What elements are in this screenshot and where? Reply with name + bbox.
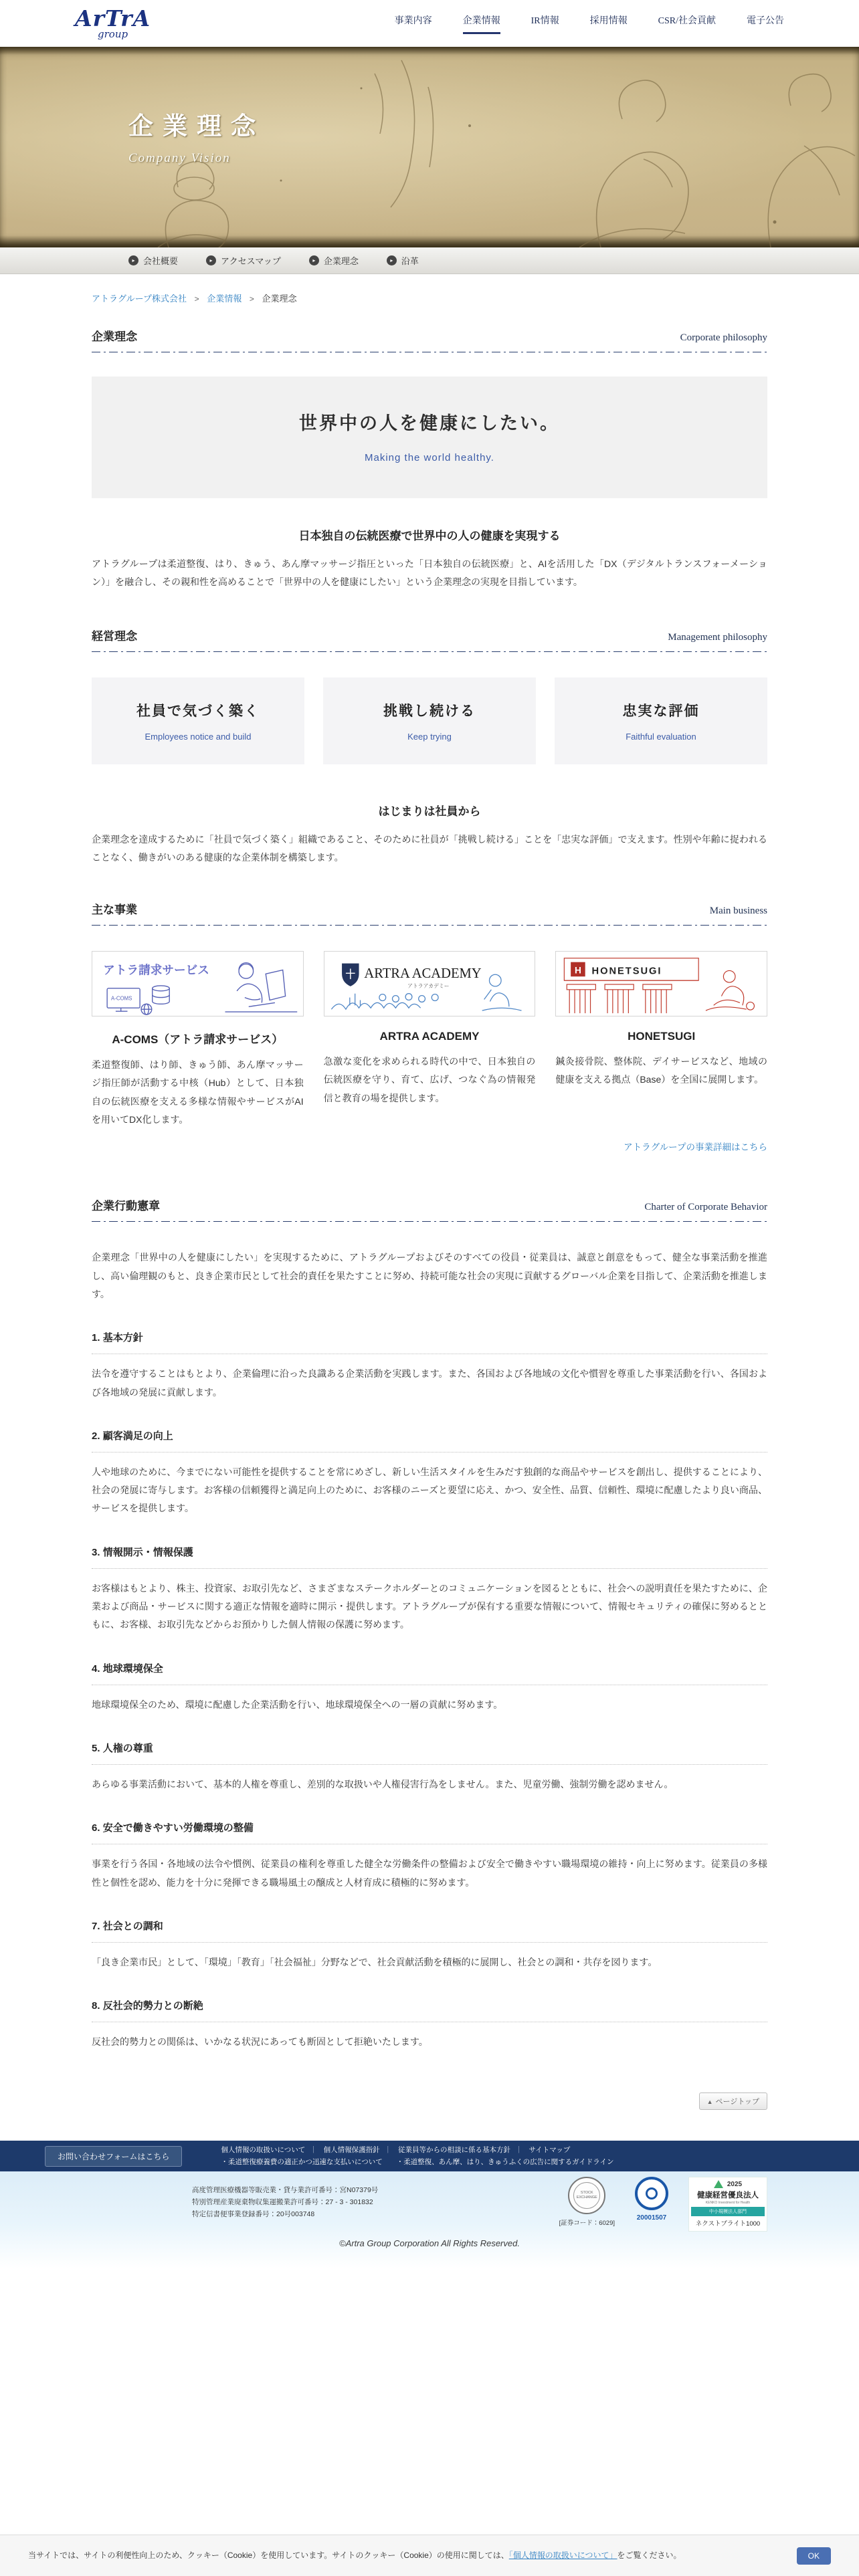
section-main-business <box>92 900 767 1154</box>
section-management-philosophy <box>92 627 767 867</box>
charter-item-title: 社会との調和 <box>102 1920 163 1932</box>
charter-item-title: 反社会的勢力との断絶 <box>102 2000 203 2012</box>
management-boxes <box>92 677 767 764</box>
footer-links-line2 <box>221 2156 613 2169</box>
nav-item-business[interactable]: 事業内容 <box>394 15 432 26</box>
acoms-illustration <box>92 951 304 1016</box>
license-line: 特別管理産業廃棄物収集運搬業許可番号：27 - 3 - 301832 <box>192 2198 373 2207</box>
heading-jp: 経営理念 <box>92 629 137 643</box>
heading-en: Charter of Corporate Behavior <box>644 1202 767 1213</box>
section-charter <box>92 1196 767 2051</box>
charter-item-3 <box>92 1545 767 1634</box>
nav-item-ir[interactable]: IR情報 <box>531 15 559 26</box>
footer-link-employee-consultation[interactable]: 従業員等からの相談に係る基本方針 <box>398 2145 511 2154</box>
charter-intro: 企業理念「世界中の人を健康にしたい」を実現するために、アトラグループおよびそのすべての役員・従業員は、誠意と創意をもって、健全な事業活動を推進し、高い倫理観のもと、良き企業市民として社会的責任を果たすことに努め、持続可能な社会の実現に貢献するグローバル企業を目指して、企業活動を推進します。 <box>92 1252 767 1299</box>
footer-link-sitemap[interactable]: サイトマップ <box>529 2145 571 2154</box>
svg-text:アトラアカデミー: アトラアカデミー <box>407 983 450 990</box>
site-header <box>0 0 859 47</box>
management-subheading: はじまりは社員から <box>378 804 481 818</box>
business-more-row <box>92 1140 767 1154</box>
charter-item-title: 基本方針 <box>102 1332 143 1344</box>
copyright: ©Artra Group Corporation All Rights Reserved. <box>339 2238 520 2249</box>
page-title: 企業理念 <box>128 112 265 140</box>
stock-exchange-seal-icon: STOCK EXCHANGE <box>568 2177 605 2214</box>
arrow-up-icon: ▲ <box>706 2099 713 2106</box>
philosophy-subheading: 日本独自の伝統医療で世界中の人の健康を実現する <box>298 530 561 542</box>
business-card-artra-academy <box>324 951 536 1129</box>
kenko-certification-badge[interactable] <box>688 2177 767 2232</box>
charter-item-5 <box>92 1741 767 1794</box>
cookie-consent-bar <box>0 2535 859 2576</box>
kenko-category: 中小規模法人部門 <box>691 2207 765 2216</box>
circle-arrow-icon: ▸ <box>309 255 319 265</box>
charter-item-no: 3. <box>92 1546 100 1558</box>
charter-item-body: 人や地球のために、今までにない可能性を提供することを常にめざし、新しい生活スタイルを生みだす独創的な商品やサービスを創出し、提供することにより、社会の発展に寄与します。お客様の信頼獲得と満足向上のために、お客様のニーズと要望に応え、かつ、安全性、品質、信頼性、環境に配慮したより良い商品、サービスを提供します。 <box>92 1466 767 1514</box>
charter-item-2 <box>92 1428 767 1518</box>
heading-jp: 企業行動憲章 <box>92 1200 160 1213</box>
philosophy-statement-box <box>92 377 767 498</box>
breadcrumb-current: 企業理念 <box>262 294 297 304</box>
footer-link-judo-payment[interactable]: ・柔道整復療養費の適正かつ迅速な支払いについて <box>221 2158 383 2167</box>
charter-item-no: 2. <box>92 1430 100 1442</box>
license-line: 特定信書便事業登録番号：20号003748 <box>192 2210 315 2219</box>
charter-item-7 <box>92 1919 767 1971</box>
management-heading <box>92 627 767 652</box>
box-title-jp: 忠実な評価 <box>622 703 700 719</box>
main-nav <box>395 13 784 34</box>
footer-link-privacy-policy[interactable]: 個人情報保護指針 <box>323 2145 380 2154</box>
business-card-title: HONETSUGI <box>628 1030 696 1043</box>
charter-item-no: 7. <box>92 1920 100 1932</box>
breadcrumb-company[interactable]: 企業情報 <box>207 294 242 304</box>
charter-item-6 <box>92 1820 767 1892</box>
business-card-title: A-COMS（アトラ請求サービス） <box>112 1033 284 1047</box>
philosophy-body: アトラグループは柔道整復、はり、きゅう、あん摩マッサージ指圧といった「日本独自の伝統医療」と、AIを活用した「DX（デジタルトランスフォーメーション）」を融合し、その親和性を高めることで「世界中の人を健康にしたい」という企業理念の実現を目指しています。 <box>92 558 767 588</box>
subnav-label: アクセスマップ <box>221 256 281 266</box>
heading-en: Main business <box>709 905 767 917</box>
kenko-subtitle: KENKO Investment for Health <box>705 2201 751 2206</box>
cookie-privacy-link[interactable]: 「個人情報の取扱いについて」 <box>508 2550 617 2560</box>
cookie-text <box>28 2549 682 2562</box>
footer-links-line1 <box>221 2144 613 2157</box>
charter-item-8 <box>92 1998 767 2051</box>
site-footer <box>0 2141 859 2268</box>
cookie-text-after: をご覧ください。 <box>617 2550 682 2560</box>
charter-heading <box>92 1196 767 1222</box>
footer-licenses <box>192 2177 378 2221</box>
charter-item-title: 情報開示・情報保護 <box>102 1546 193 1558</box>
philosophy-heading <box>92 327 767 352</box>
charter-item-no: 6. <box>92 1822 100 1834</box>
svg-text:A-COMS: A-COMS <box>111 995 132 1002</box>
page-top-label: ページトップ <box>715 2098 759 2107</box>
subnav-label: 企業理念 <box>323 256 359 266</box>
iso-number: 20001507 <box>636 2214 667 2222</box>
footer-link-privacy-handling[interactable]: 個人情報の取扱いについて <box>221 2145 306 2154</box>
svg-text:HONETSUGI: HONETSUGI <box>591 966 662 977</box>
iso-circle-icon <box>635 2177 668 2210</box>
cookie-ok-button[interactable]: OK <box>797 2547 831 2565</box>
footer-links <box>221 2144 613 2169</box>
heading-en: Management philosophy <box>668 631 767 643</box>
charter-item-body: あらゆる事業活動において、基本的人権を尊重し、差別的な取扱いや人権侵害行為をしません。また、児童労働、強制労働を認めません。 <box>92 1778 674 1790</box>
charter-item-title: 人権の尊重 <box>102 1742 153 1754</box>
footer-certification-logos <box>559 2177 767 2232</box>
circle-arrow-icon: ▸ <box>387 255 397 265</box>
honetsugi-illustration <box>555 951 767 1016</box>
footer-light-band <box>0 2171 859 2268</box>
box-title-en: Employees notice and build <box>145 731 252 742</box>
hero-banner <box>0 47 859 247</box>
business-cards <box>92 951 767 1129</box>
charter-item-no: 8. <box>92 2000 100 2012</box>
svg-text:ARTRA ACADEMY: ARTRA ACADEMY <box>364 966 482 982</box>
svg-text:アトラ請求サービス: アトラ請求サービス <box>103 963 209 977</box>
business-card-title: ARTRA ACADEMY <box>379 1030 480 1043</box>
charter-item-no: 1. <box>92 1332 100 1344</box>
company-subnav <box>0 247 859 274</box>
heading-en: Corporate philosophy <box>680 332 767 343</box>
tree-icon <box>714 2180 723 2188</box>
charter-item-no: 4. <box>92 1662 100 1675</box>
charter-item-body: お客様はもとより、株主、投資家、お取引先など、さまざまなステークホルダーとのコミュニケーションを図るとともに、社会への説明責任を果たすために、企業および商品・サービスに関する適正な情報を適時に開示・提供します。アトラグループが保有する重要な情報について、情報セキュリティの確保に努めるとともに、お客様、お取引先などからお預かりした個人情報の保護に努めます。 <box>92 1582 767 1630</box>
section-corporate-philosophy <box>92 327 767 592</box>
pagetop-row <box>92 2092 767 2110</box>
svg-text:H: H <box>575 965 582 976</box>
page-top-button[interactable] <box>699 2092 767 2110</box>
iso-certification-logo[interactable] <box>635 2177 668 2222</box>
breadcrumb <box>92 274 767 304</box>
box-title-jp: 挑戦し続ける <box>383 703 476 719</box>
subnav-label: 会社概要 <box>143 256 179 266</box>
footer-separator: ｜ <box>515 2145 522 2154</box>
business-heading <box>92 900 767 926</box>
management-box-faithful-evaluation <box>555 677 767 764</box>
footer-separator: ｜ <box>384 2145 392 2154</box>
charter-item-body: 法令を遵守することはもとより、企業倫理に沿った良識ある企業活動を実践します。また、各国および各地域の文化や慣習を尊重した事業活動を行い、各国および各地域の発展に貢献します。 <box>92 1368 767 1398</box>
business-card-body: 急激な変化を求められる時代の中で、日本独自の伝統医療を守り、育て、広げ、つなぐ為の情報発信と教育の場を提供します。 <box>323 1056 536 1103</box>
business-card-body: 鍼灸接骨院、整体院、デイサービスなど、地域の健康を支える拠点（Base）を全国に展開します。 <box>555 1056 768 1085</box>
breadcrumb-home[interactable]: アトラグループ株式会社 <box>92 294 187 304</box>
license-line: 高度管理医療機器等販売業・貸与業許可番号：宮N07379号 <box>192 2186 379 2195</box>
management-box-keep-trying <box>323 677 536 764</box>
subnav-label: 沿革 <box>401 256 419 266</box>
footer-separator: ｜ <box>310 2145 317 2154</box>
business-card-honetsugi <box>555 951 767 1129</box>
philosophy-statement-jp: 世界中の人を健康にしたい。 <box>299 413 560 433</box>
subnav-item-history[interactable] <box>387 254 419 267</box>
charter-item-body: 地球環境保全のため、環境に配慮した企業活動を行い、地球環境保全への一層の貢献に努めます。 <box>92 1699 503 1710</box>
box-title-jp: 社員で気づく築く <box>136 703 260 719</box>
logo-text: ArTrA <box>75 5 151 31</box>
business-detail-link[interactable]: アトラグループの事業詳細はこちら <box>624 1142 767 1153</box>
stock-exchange-seal[interactable] <box>559 2177 615 2227</box>
kenko-rank: ネクストブライト1000 <box>695 2220 761 2228</box>
philosophy-statement-en: Making the world healthy. <box>365 452 494 463</box>
charter-item-no: 5. <box>92 1742 100 1754</box>
business-card-body: 柔道整復師、はり師、きゅう師、あん摩マッサージ指圧師が活動する中核（Hub）として、日本独自の伝統医療を支える多様な情報やサービスがAIを用いてDX化します。 <box>92 1059 304 1125</box>
contact-form-button[interactable]: お問い合わせフォームはこちら <box>45 2146 182 2167</box>
charter-item-title: 安全で働きやすい労働環境の整備 <box>102 1822 254 1834</box>
cookie-text-before: 当サイトでは、サイトの利便性向上のため、クッキー（Cookie）を使用しています。サイトのクッキー（Cookie）の使用に関しては、 <box>28 2550 509 2560</box>
circle-arrow-icon: ▸ <box>128 255 138 265</box>
kenko-title: 健康経営優良法人 <box>697 2191 759 2200</box>
stock-code-caption: [証券コード：6029] <box>559 2220 615 2228</box>
heading-jp: 企業理念 <box>92 330 137 343</box>
box-title-en: Faithful evaluation <box>626 731 696 742</box>
management-box-notice-build <box>92 677 304 764</box>
footer-navy-band <box>0 2141 859 2171</box>
site-logo[interactable] <box>75 7 151 40</box>
charter-item-4 <box>92 1661 767 1714</box>
charter-item-body: 「良き企業市民」として、「環境」「教育」「社会福祉」分野などで、社会貢献活動を積極的に展開し、社会との調和・共存を図ります。 <box>92 1956 658 1967</box>
footer-link-ad-guideline[interactable]: ・柔道整復、あん摩、はり、きゅうふくの広告に関するガイドライン <box>396 2158 614 2167</box>
nav-item-csr[interactable]: CSR/社会貢献 <box>658 15 716 26</box>
breadcrumb-separator: > <box>249 294 254 304</box>
page-subtitle: Company Vision <box>128 151 231 165</box>
kenko-year: 2025 <box>727 2180 743 2188</box>
subnav-item-access-map[interactable] <box>206 254 281 267</box>
business-card-acoms <box>92 951 304 1129</box>
heading-jp: 主な事業 <box>92 903 137 917</box>
nav-item-company[interactable]: 企業情報 <box>463 13 500 34</box>
management-body: 企業理念を達成するために「社員で気づく築く」組織であること、そのために社員が「挑戦し続ける」ことを「忠実な評価」で支えます。性別や年齢に捉われることなく、働きがいのある健康的な企業体制を構築します。 <box>92 833 767 863</box>
academy-illustration <box>324 951 536 1016</box>
nav-item-notice[interactable]: 電子公告 <box>747 15 784 26</box>
subnav-item-overview[interactable] <box>128 254 178 267</box>
circle-arrow-icon: ▸ <box>206 255 216 265</box>
charter-item-body: 事業を行う各国・各地域の法令や慣例、従業員の権利を尊重した健全な労働条件の整備および安全で働きやすい職場環境の維持・向上に努めます。従業員の多様性と個性を認め、能力を十分に発揮できる職場風土の醸成と人材育成に積極的に努めます。 <box>92 1858 767 1888</box>
charter-item-1 <box>92 1330 767 1402</box>
breadcrumb-separator: > <box>194 294 199 304</box>
charter-item-body: 反社会的勢力との関係は、いかなる状況にあっても断固として拒絶いたします。 <box>92 2036 428 2048</box>
charter-item-title: 地球環境保全 <box>102 1662 163 1675</box>
nav-item-recruit[interactable]: 採用情報 <box>589 15 628 26</box>
logo-subtext: group <box>98 27 128 40</box>
subnav-item-philosophy[interactable] <box>309 254 359 267</box>
box-title-en: Keep trying <box>407 731 452 742</box>
charter-item-title: 顧客満足の向上 <box>102 1430 173 1442</box>
